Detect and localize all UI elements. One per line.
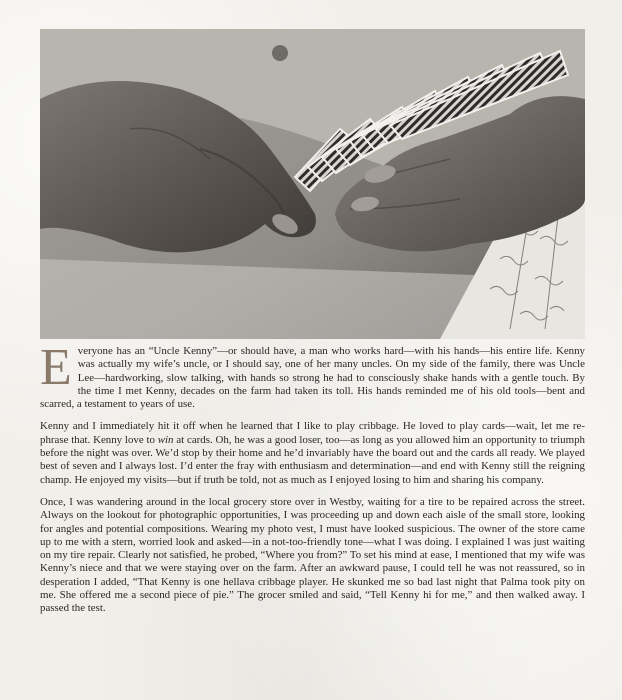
hands-cards-illustration: [40, 29, 585, 339]
paragraph-2-text-b: at cards. Oh, he was a good loser, too—as long as you allowed him an opportunity to triumph before the night was over. We’d stop by their home and he’d invariably have the board out and the cards all ready. We played best of seven and I always lost. I’d enter the fray with enthusiasm and determination—and end with Kenny still the reigning champ. He enjoyed my visits—but if truth be told, not as much as I enjoyed losing to him and sharing his company.: [40, 433, 585, 486]
drop-cap: E: [40, 339, 72, 396]
paragraph-2: [40, 420, 585, 486]
paragraph-1: [40, 339, 585, 411]
paragraph-1-text: veryone has an “Uncle Kenny”—or should have, a man who works hard—with his hands—his entire life. Kenny was actually my wife’s uncle, or I should say, one of her many uncles. On my side of the family, there was Uncle Lee—hardworking, slow talking, with hands so strong he had to consciously shake hands with a gentle touch. By the time I met Kenny, decades on the farm had taken its toll. His hands reminded me of his old tools—bent and scarred, a testament to years of use.: [40, 345, 585, 411]
paragraph-2-text-a: Kenny and I immediately hit it off when he learned that I like to play cribbage. He loved to play cards—wait, let me re-phrase that. Kenny love to: [40, 420, 585, 446]
article-body: [40, 339, 585, 625]
paragraph-3: Once, I was wandering around in the local grocery store over in Westby, waiting for a tire to be repaired across the street. Always on the lookout for photographic opportunities, I was proceeding up and down each aisle of the small store, looking for angles and potential compositions. Wearing my photo vest, I must have looked suspicious. The owner of the store came up to me with a stern, worried look and asked—in a not-too-friendly tone—what I was doing. I explained I was just waiting on my tire repair. Clearly not satisfied, he probed, “Where you from?” To set his mind at ease, I mentioned that my wife was Kenny’s niece and that we were staying over on the farm. After an awkward pause, I could tell he was not reassured, so in desperation I added, “That Kenny is one hellava cribbage player. He skunked me so bad last night that Palma took pity on me. She offered me a second piece of pie.” The grocer smiled and said, “Tell Kenny hi for me,” and then walked away. I passed the test.: [40, 495, 585, 615]
paragraph-2-emphasis: win: [157, 433, 174, 446]
photo-hands-holding-cards: [40, 29, 585, 339]
